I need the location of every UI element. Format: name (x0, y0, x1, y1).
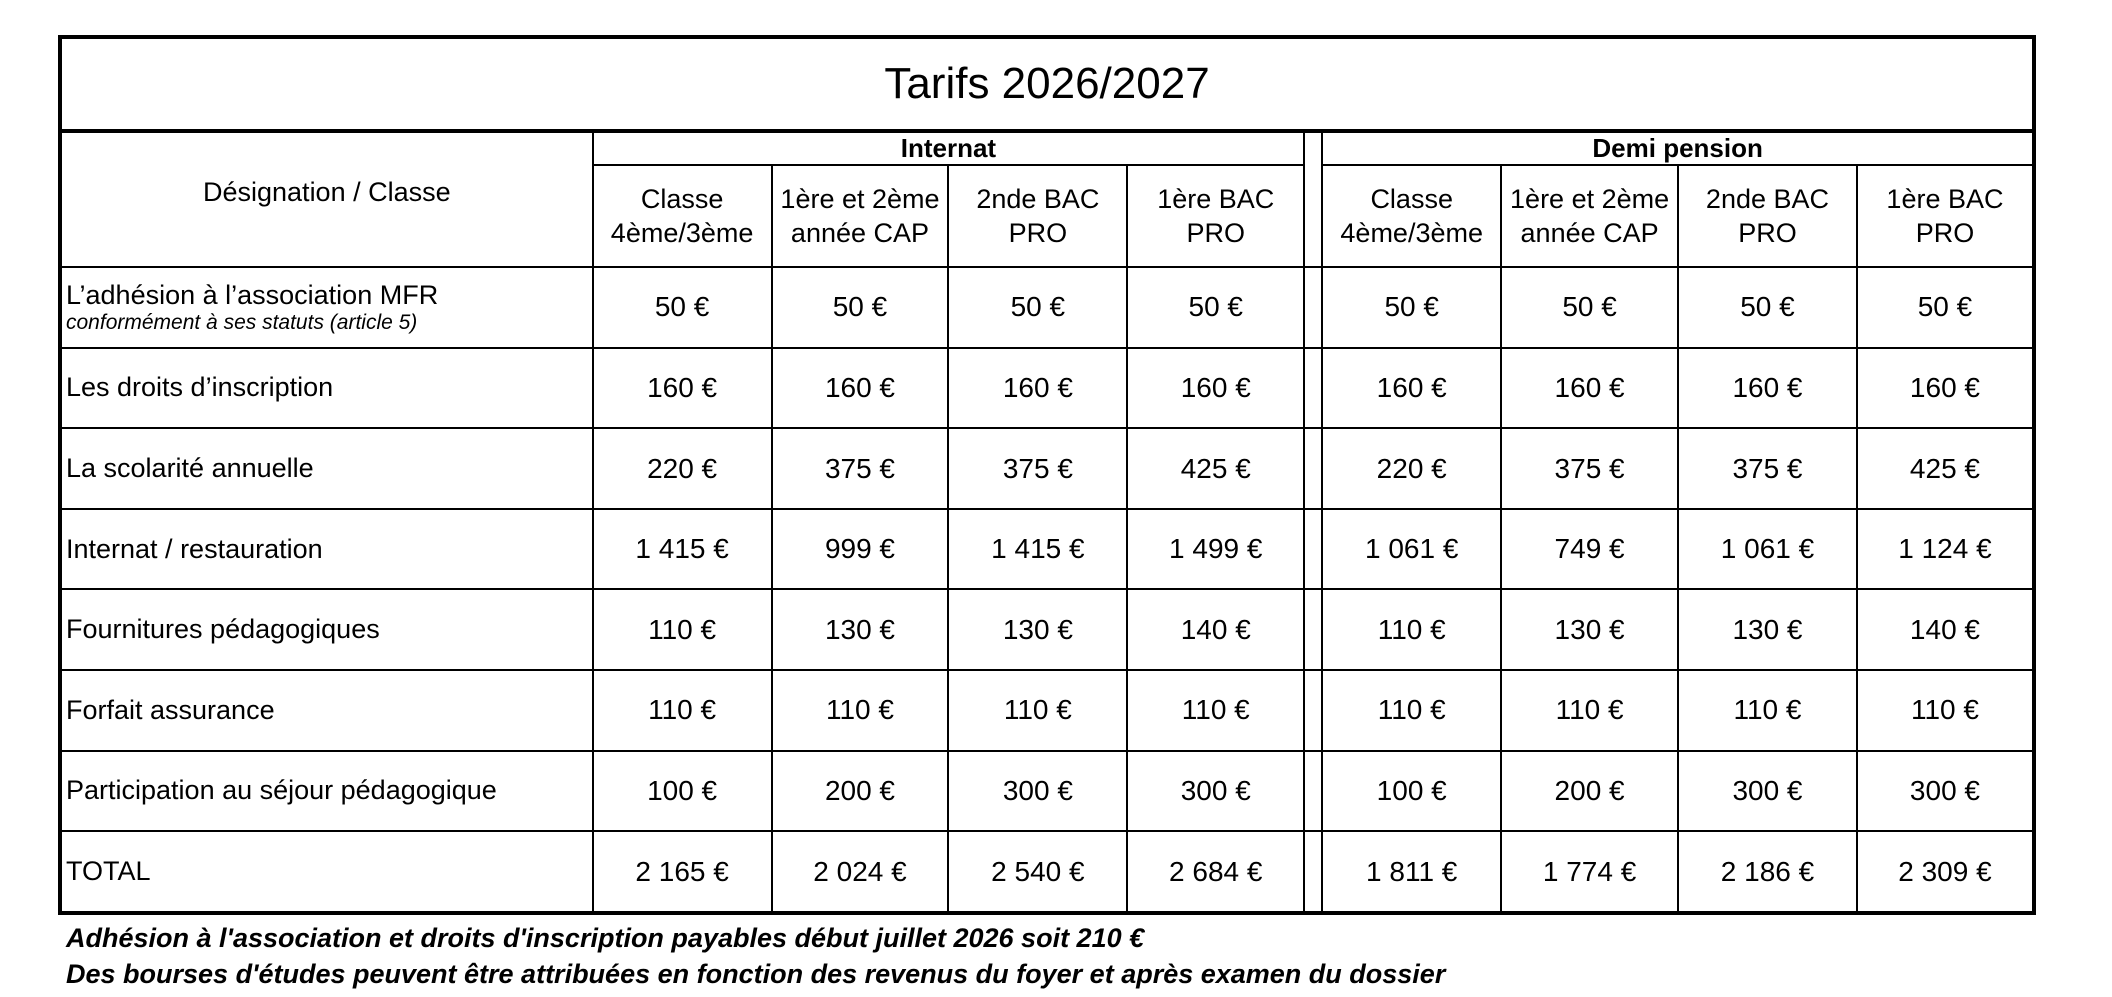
column-header-line: année CAP (1520, 218, 1659, 248)
price-cell: 300 € (948, 751, 1127, 832)
price-cell: 50 € (772, 267, 949, 348)
group-separator (1304, 131, 1322, 267)
column-header-demi-pension-4 (1857, 165, 2034, 267)
price-cell: 375 € (1678, 428, 1857, 509)
row-label-text: Internat / restauration (66, 533, 323, 564)
column-header-line: 2nde BAC (976, 184, 1100, 214)
price-cell: 1 499 € (1127, 509, 1304, 590)
price-cell: 50 € (948, 267, 1127, 348)
price-cell: 2 165 € (593, 831, 772, 913)
price-cell: 2 024 € (772, 831, 949, 913)
price-cell: 160 € (593, 348, 772, 429)
designation-header: Désignation / Classe (60, 131, 593, 267)
price-cell: 749 € (1501, 509, 1678, 590)
price-cell: 375 € (948, 428, 1127, 509)
price-cell: 110 € (948, 670, 1127, 751)
column-header-line: 1ère BAC (1886, 184, 2004, 214)
price-cell: 2 540 € (948, 831, 1127, 913)
footnote-payment: Adhésion à l'association et droits d'inscription payables début juillet 2026 soit 210 € (66, 923, 1145, 953)
price-cell: 110 € (593, 670, 772, 751)
price-cell: 50 € (1127, 267, 1304, 348)
price-cell: 140 € (1127, 589, 1304, 670)
row-label (60, 670, 593, 751)
price-cell: 160 € (1678, 348, 1857, 429)
price-cell: 140 € (1857, 589, 2034, 670)
row-note: conformément à ses statuts (article 5) (66, 310, 418, 334)
price-cell: 1 124 € (1857, 509, 2034, 590)
row-label-text: Participation au séjour pédagogique (66, 775, 497, 806)
price-cell: 1 774 € (1501, 831, 1678, 913)
price-cell: 160 € (948, 348, 1127, 429)
price-cell: 2 684 € (1127, 831, 1304, 913)
price-cell: 130 € (948, 589, 1127, 670)
table-row (60, 428, 2034, 509)
table-row (60, 751, 2034, 832)
column-header-line: 4ème/3ème (1340, 218, 1483, 248)
price-cell: 50 € (1501, 267, 1678, 348)
group-separator (1304, 670, 1322, 751)
price-cell: 200 € (1501, 751, 1678, 832)
table-row (60, 348, 2034, 429)
price-cell: 110 € (1501, 670, 1678, 751)
column-header-internat-3 (948, 165, 1127, 267)
row-label (60, 831, 593, 913)
price-cell: 1 415 € (593, 509, 772, 590)
price-cell: 110 € (1322, 589, 1501, 670)
price-cell: 1 061 € (1678, 509, 1857, 590)
price-cell: 50 € (1857, 267, 2034, 348)
price-cell: 100 € (593, 751, 772, 832)
column-header-line: 4ème/3ème (610, 218, 754, 248)
price-cell: 100 € (1322, 751, 1501, 832)
column-header-internat-2 (772, 165, 949, 267)
price-cell: 300 € (1678, 751, 1857, 832)
row-label-text: TOTAL (66, 856, 151, 887)
row-label-text: Fournitures pédagogiques (66, 614, 380, 645)
price-cell: 2 309 € (1857, 831, 2034, 913)
price-cell: 200 € (772, 751, 949, 832)
group-header-demi-pension: Demi pension (1322, 131, 2034, 165)
tarif-table (58, 35, 2036, 915)
column-header-line: 2nde BAC (1705, 184, 1830, 214)
price-cell: 160 € (1322, 348, 1501, 429)
footnote-bourses: Des bourses d'études peuvent être attribuées en fonction des revenus du foyer et après examen du dossier (66, 959, 1446, 989)
column-header-demi-pension-2 (1501, 165, 1678, 267)
price-cell: 50 € (1678, 267, 1857, 348)
column-header-line: 1ère et 2ème (1510, 184, 1670, 214)
column-header-internat-1 (593, 165, 772, 267)
price-cell: 375 € (1501, 428, 1678, 509)
price-cell: 300 € (1127, 751, 1304, 832)
row-label (60, 348, 593, 429)
footnotes (66, 920, 1445, 992)
column-header-internat-4 (1127, 165, 1304, 267)
price-cell: 425 € (1857, 428, 2034, 509)
price-cell: 130 € (1678, 589, 1857, 670)
table-row (60, 589, 2034, 670)
column-header-line: PRO (1186, 218, 1245, 248)
total-row (60, 831, 2034, 913)
column-header-line: Classe (640, 184, 724, 214)
row-label (60, 509, 593, 590)
group-separator (1304, 589, 1322, 670)
row-label (60, 267, 593, 348)
price-cell: 160 € (772, 348, 949, 429)
price-cell: 1 415 € (948, 509, 1127, 590)
price-cell: 220 € (593, 428, 772, 509)
table-row (60, 509, 2034, 590)
column-header-line: PRO (1008, 218, 1068, 248)
price-cell: 110 € (1322, 670, 1501, 751)
price-cell: 110 € (772, 670, 949, 751)
group-separator (1304, 831, 1322, 913)
row-label (60, 751, 593, 832)
price-cell: 130 € (1501, 589, 1678, 670)
price-cell: 2 186 € (1678, 831, 1857, 913)
price-cell: 50 € (593, 267, 772, 348)
group-separator (1304, 751, 1322, 832)
table-row (60, 267, 2034, 348)
row-label-text: Les droits d’inscription (66, 372, 334, 403)
column-header-line: 1ère et 2ème (780, 184, 940, 214)
price-cell: 110 € (593, 589, 772, 670)
column-header-line: PRO (1915, 218, 1975, 248)
price-cell: 160 € (1501, 348, 1678, 429)
table-row (60, 670, 2034, 751)
group-separator (1304, 348, 1322, 429)
price-cell: 300 € (1857, 751, 2034, 832)
group-separator (1304, 509, 1322, 590)
table-body (60, 267, 2034, 913)
price-cell: 160 € (1127, 348, 1304, 429)
price-cell: 50 € (1322, 267, 1501, 348)
column-header-line: 1ère BAC (1157, 184, 1275, 214)
group-separator (1304, 267, 1322, 348)
group-separator (1304, 428, 1322, 509)
row-label-text: La scolarité annuelle (66, 453, 314, 484)
column-header-line: année CAP (790, 218, 930, 248)
row-label (60, 428, 593, 509)
column-header-line: PRO (1738, 218, 1797, 248)
row-label-text: L’adhésion à l’association MFR (66, 279, 439, 310)
price-cell: 425 € (1127, 428, 1304, 509)
price-cell: 1 061 € (1322, 509, 1501, 590)
price-cell: 1 811 € (1322, 831, 1501, 913)
price-cell: 160 € (1857, 348, 2034, 429)
price-cell: 375 € (772, 428, 949, 509)
row-label (60, 589, 593, 670)
column-header-demi-pension-3 (1678, 165, 1857, 267)
price-cell: 130 € (772, 589, 949, 670)
group-header-internat: Internat (593, 131, 1305, 165)
price-cell: 110 € (1857, 670, 2034, 751)
table-title: Tarifs 2026/2027 (60, 37, 2034, 131)
price-cell: 220 € (1322, 428, 1501, 509)
column-header-demi-pension-1 (1322, 165, 1501, 267)
price-cell: 999 € (772, 509, 949, 590)
row-label-text: Forfait assurance (66, 694, 275, 725)
price-cell: 110 € (1127, 670, 1304, 751)
column-header-line: Classe (1370, 184, 1453, 214)
price-cell: 110 € (1678, 670, 1857, 751)
